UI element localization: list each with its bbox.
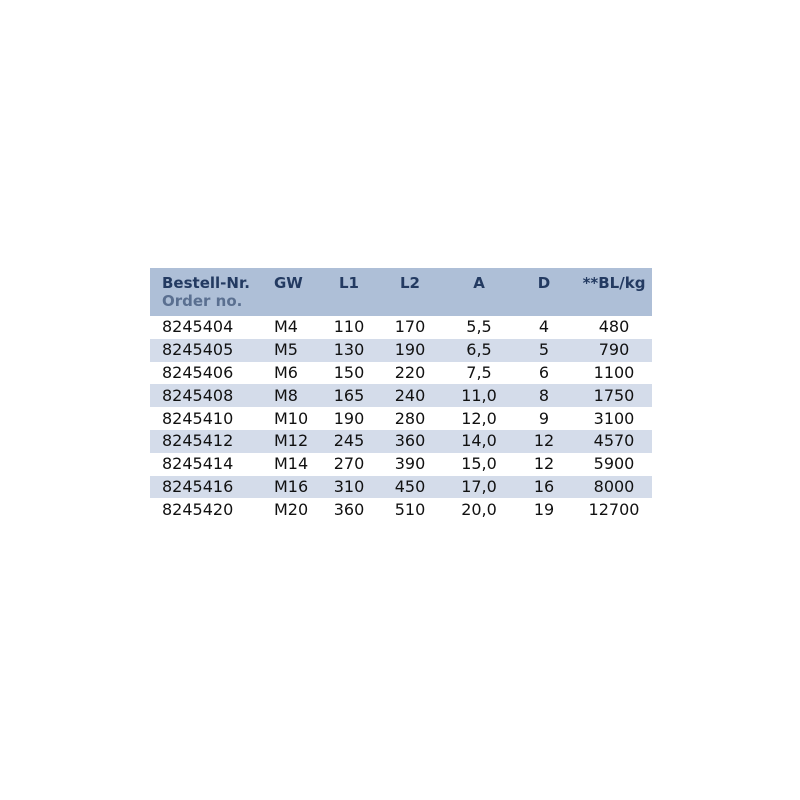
cell-l1: 130 [324, 339, 374, 362]
header-a: A [446, 268, 512, 316]
cell-order-no: 8245410 [150, 407, 262, 430]
cell-l2: 450 [374, 476, 446, 499]
cell-order-no: 8245404 [150, 316, 262, 339]
header-d: D [512, 268, 576, 316]
header-row [150, 268, 652, 316]
cell-d: 12 [512, 453, 576, 476]
cell-order-no: 8245414 [150, 453, 262, 476]
cell-d: 6 [512, 362, 576, 385]
cell-l2: 220 [374, 362, 446, 385]
cell-a: 20,0 [446, 498, 512, 521]
cell-d: 12 [512, 430, 576, 453]
header-gw: GW [262, 268, 324, 316]
table-row [150, 384, 652, 407]
cell-d: 4 [512, 316, 576, 339]
cell-bl: 4570 [576, 430, 652, 453]
cell-l1: 150 [324, 362, 374, 385]
cell-l2: 170 [374, 316, 446, 339]
table-row [150, 407, 652, 430]
cell-bl: 1750 [576, 384, 652, 407]
cell-l2: 360 [374, 430, 446, 453]
cell-gw: M14 [262, 453, 324, 476]
cell-l1: 165 [324, 384, 374, 407]
cell-a: 15,0 [446, 453, 512, 476]
cell-l2: 510 [374, 498, 446, 521]
table-header [150, 268, 652, 316]
header-l1: L1 [324, 268, 374, 316]
header-bl: **BL/kg [576, 268, 652, 316]
cell-d: 5 [512, 339, 576, 362]
table-row [150, 498, 652, 521]
cell-bl: 480 [576, 316, 652, 339]
cell-l1: 310 [324, 476, 374, 499]
cell-gw: M5 [262, 339, 324, 362]
cell-d: 19 [512, 498, 576, 521]
table-row [150, 362, 652, 385]
cell-a: 5,5 [446, 316, 512, 339]
spec-table [150, 268, 652, 521]
cell-bl: 12700 [576, 498, 652, 521]
cell-d: 16 [512, 476, 576, 499]
header-order-no [150, 268, 262, 316]
cell-bl: 3100 [576, 407, 652, 430]
cell-l1: 245 [324, 430, 374, 453]
header-order-en: Order no. [162, 292, 243, 310]
cell-bl: 5900 [576, 453, 652, 476]
cell-l1: 360 [324, 498, 374, 521]
cell-a: 17,0 [446, 476, 512, 499]
cell-order-no: 8245412 [150, 430, 262, 453]
table-row [150, 339, 652, 362]
cell-bl: 8000 [576, 476, 652, 499]
cell-gw: M6 [262, 362, 324, 385]
cell-gw: M16 [262, 476, 324, 499]
cell-order-no: 8245405 [150, 339, 262, 362]
table-body [150, 316, 652, 521]
table-row [150, 430, 652, 453]
cell-gw: M10 [262, 407, 324, 430]
cell-gw: M8 [262, 384, 324, 407]
cell-gw: M4 [262, 316, 324, 339]
cell-order-no: 8245416 [150, 476, 262, 499]
cell-bl: 1100 [576, 362, 652, 385]
cell-d: 8 [512, 384, 576, 407]
cell-d: 9 [512, 407, 576, 430]
cell-a: 7,5 [446, 362, 512, 385]
header-order-de: Bestell-Nr. [162, 274, 250, 292]
cell-bl: 790 [576, 339, 652, 362]
cell-a: 11,0 [446, 384, 512, 407]
cell-l1: 190 [324, 407, 374, 430]
cell-order-no: 8245408 [150, 384, 262, 407]
cell-l2: 190 [374, 339, 446, 362]
cell-l1: 110 [324, 316, 374, 339]
cell-gw: M12 [262, 430, 324, 453]
table-row [150, 453, 652, 476]
header-l2: L2 [374, 268, 446, 316]
cell-a: 12,0 [446, 407, 512, 430]
cell-gw: M20 [262, 498, 324, 521]
table-row [150, 476, 652, 499]
table-row [150, 316, 652, 339]
cell-l2: 280 [374, 407, 446, 430]
cell-l1: 270 [324, 453, 374, 476]
cell-a: 14,0 [446, 430, 512, 453]
cell-l2: 390 [374, 453, 446, 476]
cell-a: 6,5 [446, 339, 512, 362]
cell-order-no: 8245420 [150, 498, 262, 521]
cell-order-no: 8245406 [150, 362, 262, 385]
cell-l2: 240 [374, 384, 446, 407]
